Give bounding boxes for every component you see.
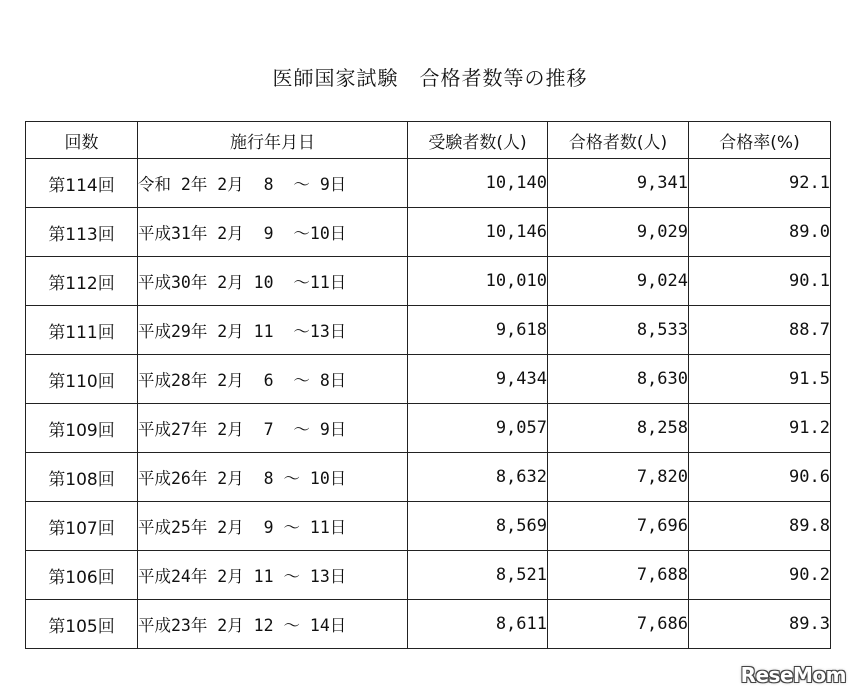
- round-cell: 第109回: [26, 404, 138, 453]
- passed-cell: 7,686: [548, 600, 689, 649]
- table-header-row: [26, 122, 831, 159]
- date-cell: 平成30年 2月 10 ～11日: [138, 257, 408, 306]
- date-cell: 平成29年 2月 11 ～13日: [138, 306, 408, 355]
- examinees-cell: 9,057: [408, 404, 548, 453]
- pass-rate-cell: 91.5: [689, 355, 831, 404]
- examinees-cell: 9,434: [408, 355, 548, 404]
- date-cell: 平成31年 2月 9 ～10日: [138, 208, 408, 257]
- table-row: [26, 257, 831, 306]
- pass-rate-cell: 91.2: [689, 404, 831, 453]
- date-cell: 平成25年 2月 9 ～ 11日: [138, 502, 408, 551]
- passed-cell: 9,029: [548, 208, 689, 257]
- exam-results-table: [25, 121, 831, 649]
- header-examinees: 受験者数(人): [408, 122, 548, 159]
- round-cell: 第108回: [26, 453, 138, 502]
- passed-cell: 7,688: [548, 551, 689, 600]
- table-row: [26, 502, 831, 551]
- examinees-cell: 10,010: [408, 257, 548, 306]
- passed-cell: 9,024: [548, 257, 689, 306]
- date-cell: 平成23年 2月 12 ～ 14日: [138, 600, 408, 649]
- pass-rate-cell: 89.0: [689, 208, 831, 257]
- round-cell: 第110回: [26, 355, 138, 404]
- examinees-cell: 8,569: [408, 502, 548, 551]
- examinees-cell: 8,632: [408, 453, 548, 502]
- table-row: [26, 453, 831, 502]
- round-cell: 第113回: [26, 208, 138, 257]
- header-date: 施行年月日: [138, 122, 408, 159]
- examinees-cell: 8,611: [408, 600, 548, 649]
- passed-cell: 8,258: [548, 404, 689, 453]
- table-row: [26, 306, 831, 355]
- pass-rate-cell: 90.6: [689, 453, 831, 502]
- round-cell: 第106回: [26, 551, 138, 600]
- passed-cell: 7,696: [548, 502, 689, 551]
- pass-rate-cell: 88.7: [689, 306, 831, 355]
- header-pass-rate: 合格率(%): [689, 122, 831, 159]
- round-cell: 第114回: [26, 159, 138, 208]
- examinees-cell: 10,146: [408, 208, 548, 257]
- resemom-watermark-logo: ReseMom: [740, 663, 846, 687]
- passed-cell: 9,341: [548, 159, 689, 208]
- date-cell: 令和 2年 2月 8 ～ 9日: [138, 159, 408, 208]
- pass-rate-cell: 89.8: [689, 502, 831, 551]
- examinees-cell: 9,618: [408, 306, 548, 355]
- page-title: 医師国家試験 合格者数等の推移: [272, 66, 588, 90]
- round-cell: 第111回: [26, 306, 138, 355]
- pass-rate-cell: 89.3: [689, 600, 831, 649]
- header-round: 回数: [26, 122, 138, 159]
- date-cell: 平成26年 2月 8 ～ 10日: [138, 453, 408, 502]
- table-row: [26, 355, 831, 404]
- pass-rate-cell: 90.1: [689, 257, 831, 306]
- pass-rate-cell: 92.1: [689, 159, 831, 208]
- passed-cell: 8,630: [548, 355, 689, 404]
- round-cell: 第112回: [26, 257, 138, 306]
- examinees-cell: 8,521: [408, 551, 548, 600]
- date-cell: 平成24年 2月 11 ～ 13日: [138, 551, 408, 600]
- table-row: [26, 208, 831, 257]
- header-passed: 合格者数(人): [548, 122, 689, 159]
- examinees-cell: 10,140: [408, 159, 548, 208]
- pass-rate-cell: 90.2: [689, 551, 831, 600]
- round-cell: 第105回: [26, 600, 138, 649]
- date-cell: 平成28年 2月 6 ～ 8日: [138, 355, 408, 404]
- date-cell: 平成27年 2月 7 ～ 9日: [138, 404, 408, 453]
- table-row: [26, 551, 831, 600]
- passed-cell: 7,820: [548, 453, 689, 502]
- table-row: [26, 600, 831, 649]
- table-row: [26, 404, 831, 453]
- round-cell: 第107回: [26, 502, 138, 551]
- passed-cell: 8,533: [548, 306, 689, 355]
- table-row: [26, 159, 831, 208]
